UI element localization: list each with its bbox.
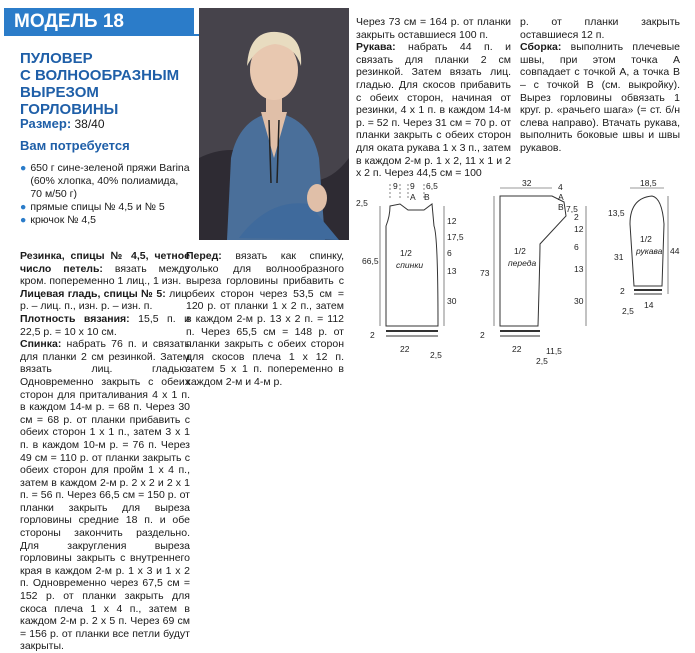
front-slope-dim: 7,5: [566, 204, 578, 214]
back-paragraph: Спинка: набрать 76 п. и связать для планки 2 см резинкой. Затем вязать лиц. гладью. Одновременно закрыть с обеих сторон для приталивания 4 х 1 п. в каждом 14-м р. = 68 п. Через 30 см = 68 р. от планки прибавить с обеих сторон 1 х 1 п., затем 3 х 1 п. в каждом 10-м р. = 76 п. Через 49 см = 110 р. от планки закрыть с обеих сторон для пройм 1 х 4 п., затем в каждом 2-м р. 2 х 2 и 2 х 1 п. = 56 п. Через 66,5 см = 150 р. от планки закрыть для выреза горловины средние 18 п. и обе стороны закончить раздельно. Для закругления выреза горловины закрыть с внутреннего края в каждом 2-м р. 1 х 3 и 1 х 2 п. Одновременно через 67,5 см = 152 р. от планки закрыть для скоса плеча 1 х 4 п., затем в каждом 2-м р. 2 х 5 п. Через 69 см = 156 р. от планки все петли будут закрыты.: [20, 338, 190, 653]
front-bottom-dim: 11,5: [546, 346, 562, 356]
sleeve-bottom-dim: 14: [644, 300, 654, 310]
back-right-dim: 13: [447, 266, 457, 276]
size-info: [20, 116, 105, 131]
front-band-dim: 2: [480, 330, 485, 340]
sleeve-band-dim: 2: [620, 286, 625, 296]
point-a-label: A: [410, 192, 416, 202]
back-top-dim: 9: [410, 181, 415, 191]
back-right-dim: 30: [447, 296, 457, 306]
title-line-1: ПУЛОВЕР: [20, 50, 93, 67]
front-right-dim: 12: [574, 224, 584, 234]
bullet-icon: ●: [20, 201, 27, 213]
instructions-column-4: [520, 16, 680, 155]
assembly-paragraph: Сборка: выполнить плечевые швы, при этом точка А совпадает с точкой А, а точка В – с точкой В (см. выкройку). Вырез горловины обвязать 1 круг. р. «рачьего шага» (= ст. б/н слева направо). Втачать рукава, выполнить боковые швы и швы рукавов.: [520, 41, 680, 154]
front-part-label: переда: [508, 258, 537, 268]
instructions-column-2: [186, 250, 344, 389]
gauge-paragraph: Плотность вязания: 15,5 п. и 22,5 р. = 10 х 10 см.: [20, 312, 190, 338]
back-top-dim: 9: [393, 181, 398, 191]
sleeve-part-label: рукава: [636, 246, 663, 256]
front-right-dim: 13: [574, 264, 584, 274]
bullet-icon: ●: [20, 162, 27, 174]
title-line-3: ВЫРЕЗОМ ГОРЛОВИНЫ: [20, 84, 119, 118]
back-bottom-dim: 22: [400, 344, 410, 354]
rib-stitch-paragraph: Резинка, спицы № 4,5, четное число петель: вязать между кром. попеременно 1 лиц., 1 изн.: [20, 250, 190, 288]
pattern-title: [20, 50, 190, 118]
sleeve-end-paragraph: р. от планки закрыть оставшиеся 12 п.: [520, 16, 680, 41]
back-band-dim: 2: [370, 330, 375, 340]
size-label: Размер:: [20, 116, 72, 131]
back-right-dim: 17,5: [447, 232, 464, 242]
model-number: МОДЕЛЬ 18: [14, 11, 124, 32]
sleeve-bottom-dim: 2,5: [622, 306, 634, 316]
sleeve-schematic: [608, 178, 680, 316]
back-left-dim: 66,5: [362, 256, 379, 266]
front-bottom-dim: 2,5: [536, 356, 548, 366]
sleeve-part-label: 1/2: [640, 234, 652, 244]
front-bottom-dim: 22: [512, 344, 522, 354]
sleeve-left-dim: 31: [614, 252, 624, 262]
back-right-dim: 12: [447, 216, 457, 226]
front-right-dim: 6: [574, 242, 579, 252]
sleeves-paragraph: Рукава: набрать 44 п. и связать для планки 2 см резинкой. Затем вязать лиц. гладью. Для скосов прибавить с обеих сторон, начиная от резинки, 4 х 1 п. в каждом 14-м р. = 52 п. Через 31 см = 70 р. от планки закрыть с обеих сторон для окатa рукава 1 х 3 п., затем в каждом 2-м р. 1 х 2, 11 х 1 и 2 х 2 п. Через 44,5 см = 100: [356, 41, 511, 180]
front-right-dim: 2: [574, 212, 579, 222]
materials-item: ● прямые спицы № 4,5 и № 5: [20, 201, 165, 213]
back-left-dim: 2,5: [356, 198, 368, 208]
front-right-dim: 30: [574, 296, 584, 306]
model-photo: [199, 8, 349, 240]
back-top-dim: 6,5: [426, 181, 438, 191]
bullet-icon: ●: [20, 214, 27, 226]
point-b-label: B: [558, 202, 564, 212]
back-schematic: [356, 181, 464, 360]
front-top-dim: 32: [522, 178, 532, 188]
materials-heading: Вам потребуется: [20, 138, 130, 153]
materials-item: ● 650 г сине-зеленой пряжи Barina (60% хлопка, 40% полиамида, 70 м/50 г): [20, 162, 190, 200]
back-part-label: спинки: [396, 260, 424, 270]
materials-list: [20, 162, 190, 227]
front-left-dim: 73: [480, 268, 490, 278]
front-corner-dim: 4: [558, 182, 563, 192]
instructions-column-3: [356, 16, 511, 180]
size-value: 38/40: [74, 117, 105, 131]
back-right-dim: 6: [447, 248, 452, 258]
sleeve-top-dim: 18,5: [640, 178, 657, 188]
materials-item: ● крючок № 4,5: [20, 214, 97, 226]
back-part-label: 1/2: [400, 248, 412, 258]
title-line-2: С ВОЛНООБРАЗНЫМ: [20, 67, 180, 84]
front-paragraph: Перед: вязать как спинку, только для волнообразного выреза горловины прибавить с обеих сторон через 53,5 см = 120 р. от планки 1 х 2 п., затем в каждом 2-м р. 13 х 2 п. = 112 п. Через 65,5 см = 148 р. от планки закрыть с обеих сторон для скосов плеча 1 х 12 п. затем 5 х 1 п. попеременно в каждом 2-м и 4-м р.: [186, 250, 344, 388]
schematic-diagram: [352, 176, 692, 376]
front-schematic: [480, 178, 586, 366]
stockinette-paragraph: Лицевая гладь, спицы № 5: лиц. р. – лиц. п., изн. р. – изн. п.: [20, 287, 191, 313]
front-end-paragraph: Через 73 см = 164 р. от планки закрыть оставшиеся 100 п.: [356, 16, 511, 41]
model-header: [4, 8, 194, 36]
point-a-label: A: [558, 192, 564, 202]
sleeve-right-dim: 44: [670, 246, 680, 256]
point-b-label: B: [424, 192, 430, 202]
sleeve-left-dim: 13,5: [608, 208, 625, 218]
front-part-label: 1/2: [514, 246, 526, 256]
instructions-column-1: [20, 250, 190, 653]
back-bottom-dim: 2,5: [430, 350, 442, 360]
